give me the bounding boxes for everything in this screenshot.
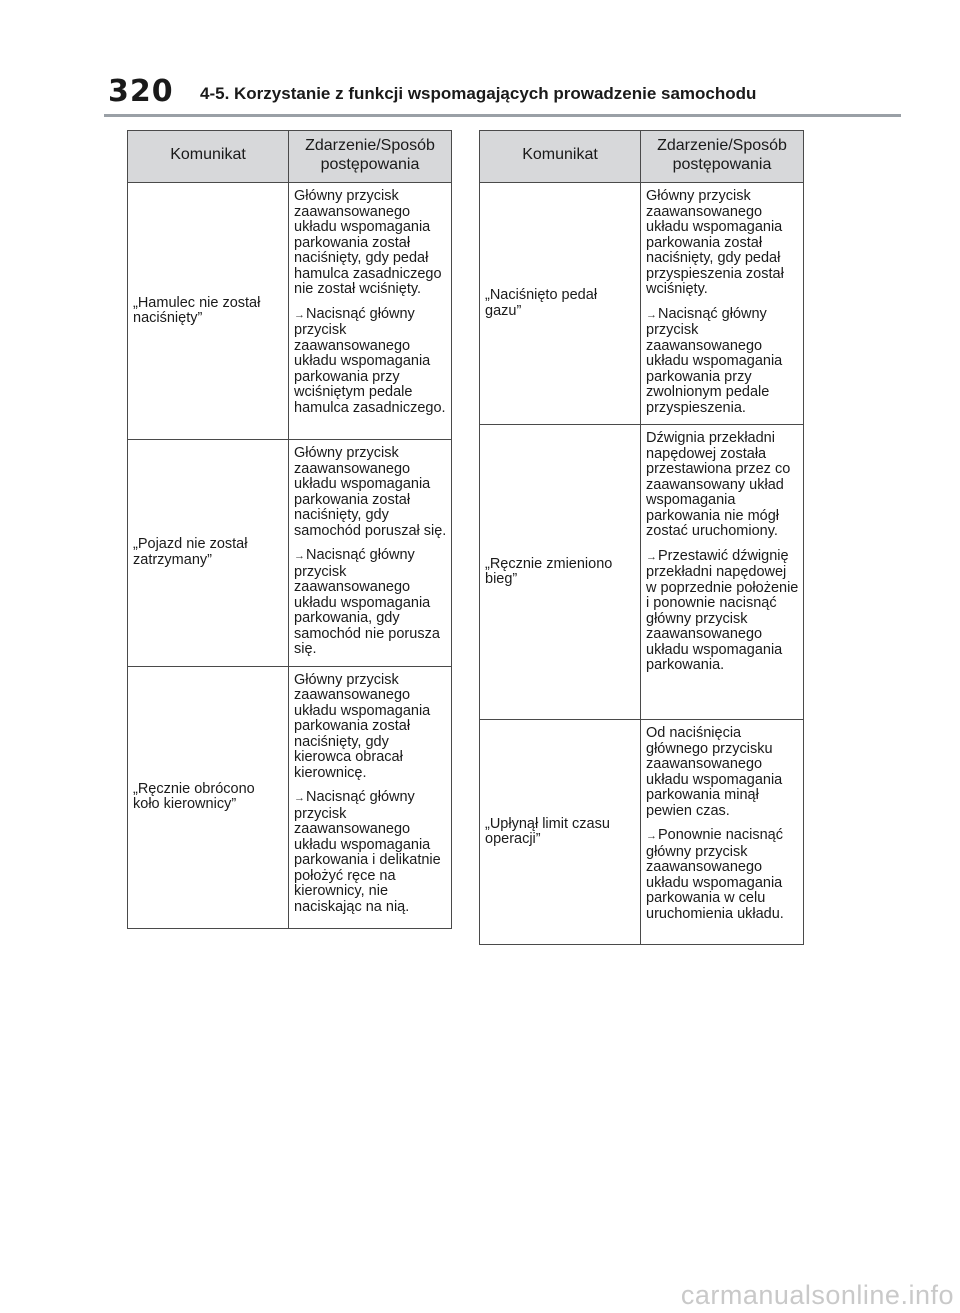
remedy-text [646,307,800,417]
message-cell: „Ręcznie obrócono koło kierownicy” [128,666,289,928]
arrow-right-icon: → [294,308,305,321]
arrow-right-icon: → [646,550,657,563]
table-row [128,183,452,440]
message-cell: „Ręcznie zmieniono bieg” [480,425,641,720]
message-table-right [479,130,804,945]
event-text: Dźwignia przekładni napędowej została przestawiona przez co zaawansowany układ wspomagania parkowania nie mógł zostać uruchomiony. [646,430,791,539]
page-number: 320 [108,74,174,109]
column-header-action: Zdarzenie/Sposób postępowania [289,131,452,183]
event-text: Główny przycisk zaawansowanego układu wspomagania parkowania został naciśnięty, gdy pedał hamulca zasadniczego nie został wciśnięty. [294,188,442,297]
action-cell [641,720,804,945]
header-rule [104,114,901,117]
remedy-text [294,307,448,417]
arrow-right-icon: → [294,550,305,562]
message-cell: „Upłynął limit czasu operacji” [480,720,641,945]
column-header-message: Komunikat [480,131,641,183]
arrow-right-icon: → [646,308,657,321]
action-cell [289,666,452,928]
table-header-row [128,131,452,183]
remedy-text [294,790,448,915]
remedy-label: Nacisnąć główny przycisk zaawansowanego układu wspomagania parkowania przy wciśniętym pedale hamulca zasadniczego. [294,305,446,416]
page-header [0,0,960,120]
message-cell: „Pojazd nie został zatrzymany” [128,440,289,667]
remedy-text [294,548,448,658]
table-row [128,440,452,667]
section-title: 4-5. Korzystanie z funkcji wspomagających prowadzenie samochodu [200,84,757,103]
remedy-label: Nacisnąć główny przycisk zaawansowanego układu wspomagania parkowania przy zwolnionym pedale przyspieszenia. [646,305,783,416]
remedy-label: Nacisnąć główny przycisk zaawansowanego układu wspomagania parkowania, gdy samochód nie porusza się. [294,547,440,657]
action-cell [641,425,804,720]
event-text: Główny przycisk zaawansowanego układu wspomagania parkowania został naciśnięty, gdy samochód poruszał się. [294,445,447,539]
table-row [128,666,452,928]
event-text: Główny przycisk zaawansowanego układu wspomagania parkowania został naciśnięty, gdy pedał przyspieszenia został wciśnięty. [646,188,784,297]
event-text: Główny przycisk zaawansowanego układu wspomagania parkowania został naciśnięty, gdy kierowca obracał kierownicę. [294,671,431,781]
column-header-action: Zdarzenie/Sposób postępowania [641,131,804,183]
action-cell [289,440,452,667]
arrow-right-icon: → [646,830,657,842]
table-header-row [480,131,804,183]
message-table-left [127,130,452,929]
action-cell [641,183,804,425]
message-cell: „Hamulec nie został naciśnięty” [128,183,289,440]
remedy-text [646,549,800,674]
table-row [480,720,804,945]
column-header-message: Komunikat [128,131,289,183]
remedy-label: Przestawić dźwignię przekładni napędowej w poprzednie położenie i ponownie nacisnąć główny przycisk zaawansowanego układu wspomagania parkowania. [646,547,799,673]
remedy-text [646,828,800,922]
action-cell [289,183,452,440]
event-text: Od naciśnięcia głównego przycisku zaawansowanego układu wspomagania parkowania minął pewien czas. [646,725,783,819]
message-cell: „Naciśnięto pedał gazu” [480,183,641,425]
arrow-right-icon: → [294,792,305,804]
table-row [480,425,804,720]
watermark: carmanualsonline.info [680,1280,954,1310]
remedy-label: Ponownie nacisnąć główny przycisk zaawansowanego układu wspomagania parkowania w celu uruchomienia układu. [646,827,784,922]
table-row [480,183,804,425]
remedy-label: Nacisnąć główny przycisk zaawansowanego układu wspomagania parkowania i delikatnie położyć ręce na kierownicy, nie naciskając na nią. [294,789,441,915]
